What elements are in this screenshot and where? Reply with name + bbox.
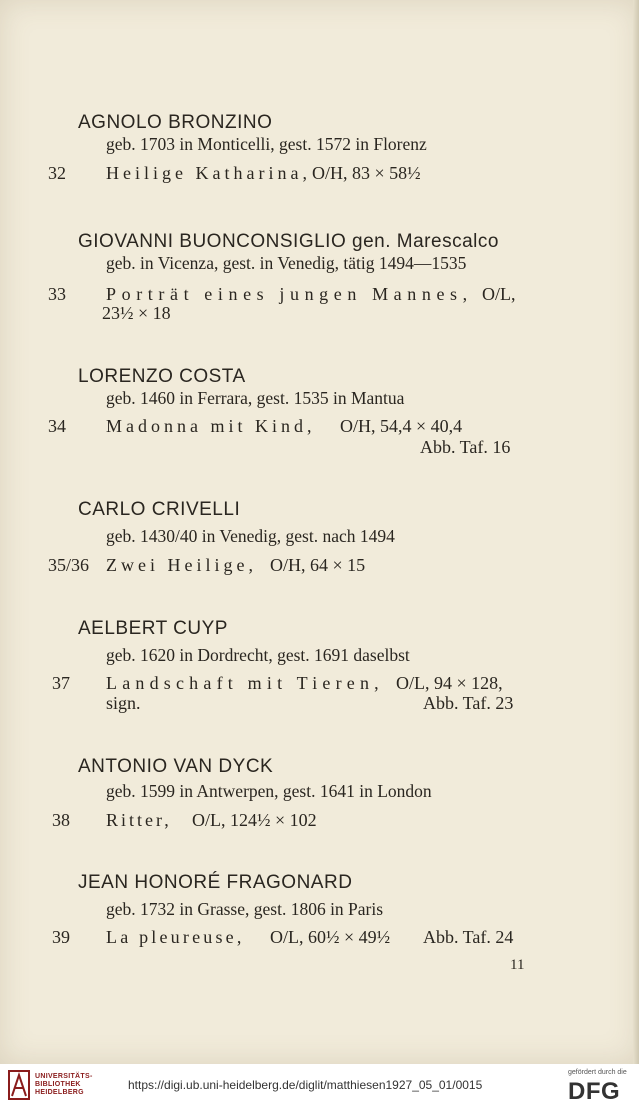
library-name: [35, 1073, 93, 1097]
artist-life: geb. 1732 in Grasse, gest. 1806 in Paris: [106, 899, 384, 919]
artwork-medium: O/L,: [482, 284, 516, 304]
catalog-number: 35/36: [48, 555, 90, 575]
artwork-medium: O/L, 94 × 128,: [396, 673, 503, 693]
artwork-medium: O/H, 64 × 15: [270, 555, 366, 575]
artwork-dimensions: 23½ × 18: [102, 303, 171, 323]
catalog-number: 33: [48, 284, 66, 304]
catalog-number: 39: [52, 927, 70, 947]
artwork-title: La pleureuse,: [106, 927, 245, 947]
artist-life: geb. 1703 in Monticelli, gest. 1572 in Florenz: [106, 134, 427, 154]
artist-life: geb. 1620 in Dordrecht, gest. 1691 daselbst: [106, 645, 410, 665]
catalog-number: 34: [48, 416, 66, 436]
artwork-medium: O/L, 124½ × 102: [192, 810, 317, 830]
artwork-title: Zwei Heilige,: [106, 555, 257, 575]
artwork-title: Heilige Katharina,: [106, 163, 311, 183]
catalog-number: 32: [48, 163, 66, 183]
artist-life: geb. 1430/40 in Venedig, gest. nach 1494: [106, 526, 395, 546]
artist-life: geb. 1460 in Ferrara, gest. 1535 in Mantua: [106, 388, 405, 408]
artist-name: GIOVANNI BUONCONSIGLIO gen. Marescalco: [78, 231, 499, 252]
artist-name: ANTONIO VAN DYCK: [78, 756, 274, 777]
catalog-number: 37: [52, 673, 70, 693]
artist-name: AGNOLO BRONZINO: [78, 112, 273, 133]
artwork-medium: O/H, 83 × 58½: [312, 163, 421, 183]
artist-name: LORENZO COSTA: [78, 366, 246, 387]
dfg-logo: DFG: [568, 1078, 621, 1105]
library-logo-icon: [8, 1070, 30, 1100]
artist-name: JEAN HONORÉ FRAGONARD: [78, 872, 353, 893]
permalink-url[interactable]: https://digi.ub.uni-heidelberg.de/diglit/matthiesen1927_05_01/0015: [128, 1078, 483, 1092]
library-name-line: BIBLIOTHEK: [35, 1081, 81, 1088]
library-name-line: HEIDELBERG: [35, 1089, 84, 1096]
page-number: 11: [510, 957, 525, 973]
funding-label: gefördert durch die: [568, 1069, 627, 1076]
artist-name: AELBERT CUYP: [78, 618, 228, 639]
catalog-number: 38: [52, 810, 70, 830]
artist-name: CARLO CRIVELLI: [78, 499, 241, 520]
signature-note: sign.: [106, 693, 141, 713]
artist-life: geb. in Vicenza, gest. in Venedig, tätig 1494—1535: [106, 253, 467, 273]
artwork-title: Porträt eines jungen Mannes,: [106, 284, 473, 304]
plate-reference: Abb. Taf. 24: [423, 927, 514, 947]
artist-life: geb. 1599 in Antwerpen, gest. 1641 in London: [106, 781, 432, 801]
plate-reference: Abb. Taf. 16: [420, 437, 511, 457]
viewer-footer: [0, 1064, 639, 1109]
artwork-title: Landschaft mit Tieren,: [106, 673, 384, 693]
artwork-title: Madonna mit Kind,: [106, 416, 316, 436]
artwork-title: Ritter,: [106, 810, 172, 830]
plate-reference: Abb. Taf. 23: [423, 693, 514, 713]
artwork-medium: O/H, 54,4 × 40,4: [340, 416, 463, 436]
library-name-line: UNIVERSITÄTS-: [35, 1073, 93, 1080]
artwork-medium: O/L, 60½ × 49½: [270, 927, 391, 947]
